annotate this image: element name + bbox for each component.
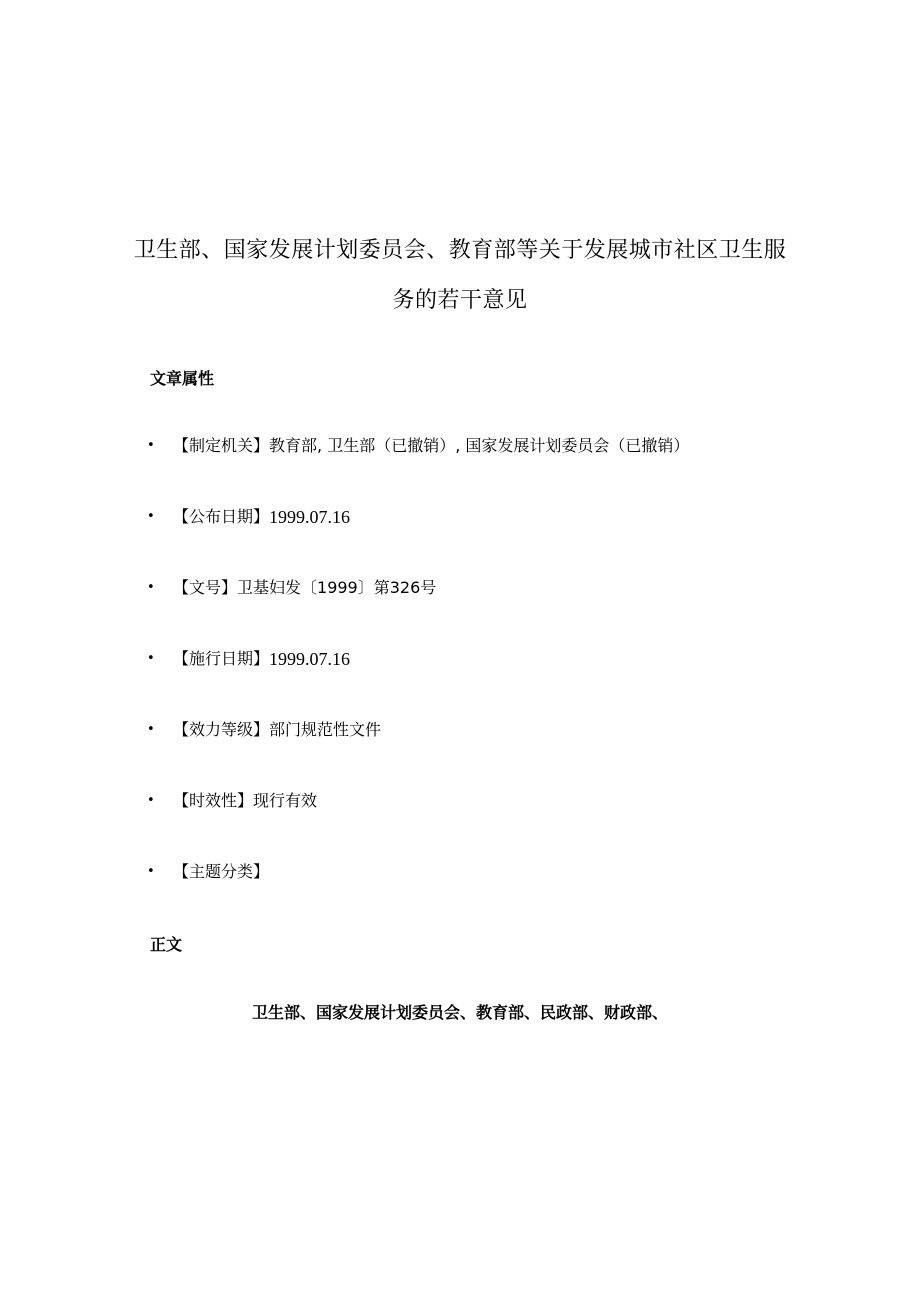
document-title-line-1: 卫生部、国家发展计划委员会、教育部等关于发展城市社区卫生服: [133, 238, 787, 263]
property-label: 【制定机关】: [173, 436, 270, 455]
body-addressee-line: 卫生部、国家发展计划委员会、教育部、民政部、财政部、: [251, 1003, 668, 1022]
properties-list: [145, 434, 689, 931]
property-validity: [145, 789, 689, 860]
property-label: 【施行日期】: [173, 649, 270, 668]
document-title: [110, 226, 810, 326]
property-issuing-authority: [145, 434, 689, 505]
property-label: 【公布日期】: [173, 507, 270, 526]
bullet-icon: •: [147, 438, 155, 453]
property-legal-level: [145, 718, 689, 789]
body-heading: 正文: [150, 935, 183, 954]
bullet-icon: •: [147, 722, 155, 737]
property-value: 1999.07.16: [269, 507, 351, 527]
bullet-icon: •: [147, 580, 155, 595]
bullet-icon: •: [147, 651, 155, 666]
property-label: 【文号】: [173, 578, 238, 597]
property-value: 现行有效: [253, 791, 318, 810]
document-title-line-2: 务的若干意见: [392, 288, 528, 313]
property-value: 卫基妇发〔1999〕第326号: [237, 578, 437, 597]
property-label: 【时效性】: [173, 791, 254, 810]
bullet-icon: •: [147, 793, 155, 808]
property-subject-category: [145, 860, 689, 931]
property-label: 【主题分类】: [173, 862, 270, 881]
property-document-number: [145, 576, 689, 647]
property-publish-date: [145, 505, 689, 576]
property-value: 部门规范性文件: [269, 720, 382, 739]
properties-heading: 文章属性: [150, 369, 215, 388]
bullet-icon: •: [147, 509, 155, 524]
property-label: 【效力等级】: [173, 720, 270, 739]
bullet-icon: •: [147, 864, 155, 879]
property-effective-date: [145, 647, 689, 718]
property-value: 1999.07.16: [269, 649, 351, 669]
property-value: 教育部, 卫生部（已撤销）, 国家发展计划委员会（已撤销）: [269, 436, 690, 455]
